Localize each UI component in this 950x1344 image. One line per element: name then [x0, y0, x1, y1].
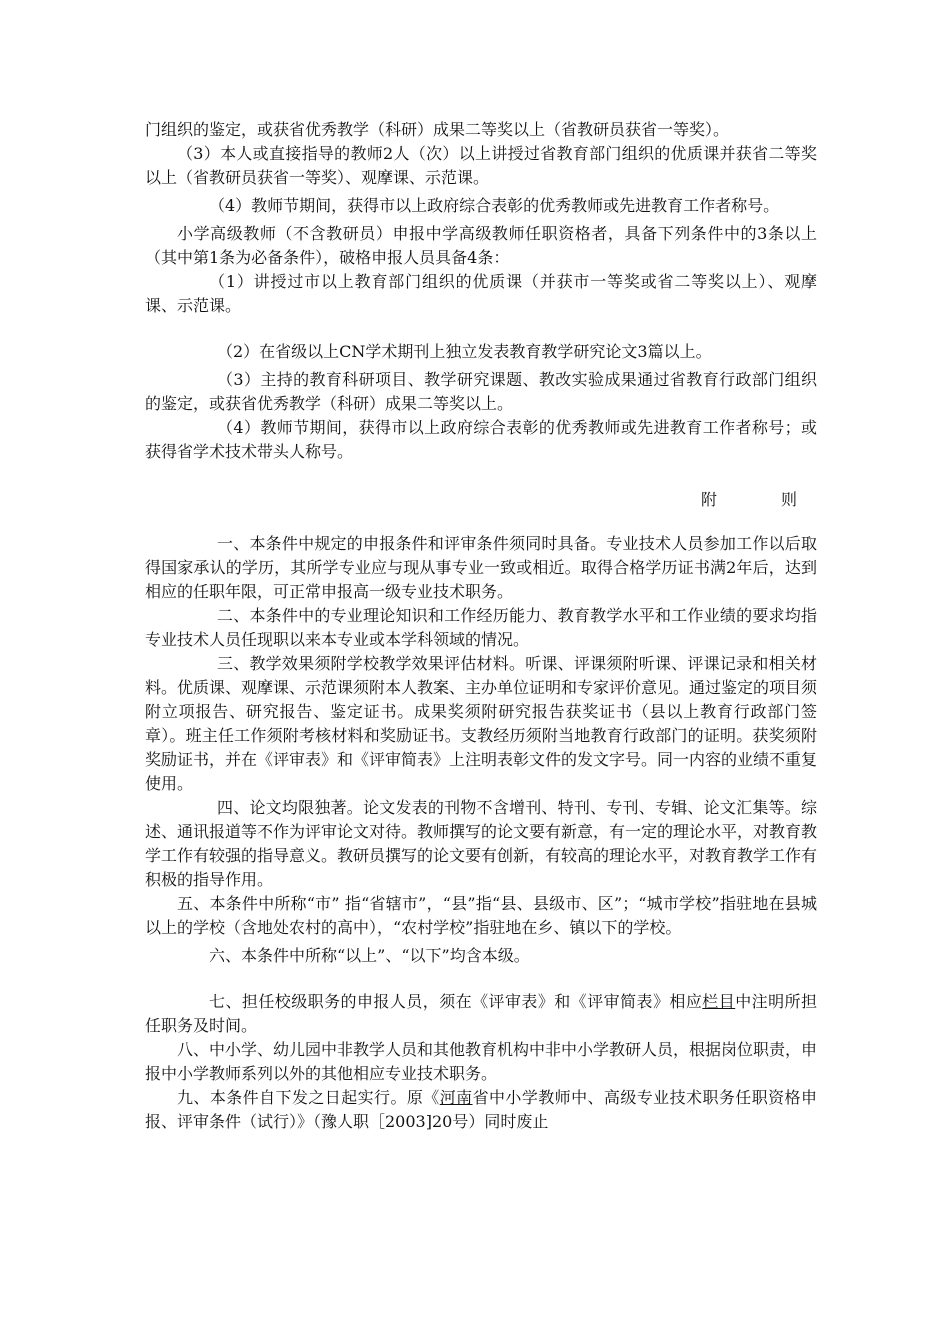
article-7-underlined-term: 栏目: [702, 992, 736, 1011]
article-9-text-before: 九、本条件自下发之日起实行。原《: [177, 1088, 440, 1107]
paragraph-condition-3: （3）本人或直接指导的教师2人（次）以上讲授过省教育部门组织的优质课并获省二等奖以上（省教研员获省一等奖）、观摩课、示范课。: [145, 144, 817, 187]
paragraph-primary-condition-4: （4）教师节期间，获得市以上政府综合表彰的优秀教师或先进教育工作者称号；或获得省学术技术带头人称号。: [145, 418, 817, 461]
article-3: 三、教学效果须附学校教学效果评估材料。听课、评课须附听课、评课记录和相关材料。优质课、观摩课、示范课须附本人教案、主办单位证明和专家评价意见。通过鉴定的项目须附立项报告、研究报告、鉴定证书。成果奖须附研究报告获奖证书（县以上教育行政部门签章）。班主任工作须附考核材料和奖励证书。支教经历须附当地教育行政部门的证明。获奖须附奖励证书，并在《评审表》和《评审简表》上注明表彰文件的发文字号。同一内容的业绩不重复使用。: [145, 654, 818, 793]
heading-char-2: 则: [780, 490, 797, 509]
paragraph-condition-4: （4）教师节期间，获得市以上政府综合表彰的优秀教师或先进教育工作者称号。: [209, 196, 780, 215]
article-6: 六、本条件中所称“以上”、“以下”均含本级。: [209, 946, 530, 965]
article-7: [145, 990, 817, 1038]
section-heading-supplementary-rules: [145, 488, 797, 512]
article-5: 五、本条件中所称“市” 指“省辖市”，“县”指“县、县级市、区”；“城市学校”指驻地在县城以上的学校（含地处农村的高中），“农村学校”指驻地在乡、镇以下的学校。: [145, 894, 817, 937]
article-9-underlined-term: 河南: [439, 1088, 473, 1107]
paragraph-primary-condition-2: （2）在省级以上CN学术期刊上独立发表教育教学研究论文3篇以上。: [217, 342, 712, 361]
article-2: 二、本条件中的专业理论知识和工作经历能力、教育教学水平和工作业绩的要求均指专业技术人员任现职以来本专业或本学科领域的情况。: [145, 606, 817, 649]
article-4: 四、论文均限独著。论文发表的刊物不含增刊、特刊、专刊、专辑、论文汇集等。综述、通讯报道等不作为评审论文对待。教师撰写的论文要有新意，有一定的理论水平，对教育教学工作有较强的指导意义。教研员撰写的论文要有创新，有较高的理论水平，对教育教学工作有积极的指导作用。: [145, 798, 818, 889]
paragraph-continuation: 门组织的鉴定，或获省优秀教学（科研）成果二等奖以上（省教研员获省一等奖）。: [145, 120, 730, 139]
article-8: 八、中小学、幼儿园中非教学人员和其他教育机构中非中小学教研人员，根据岗位职责，申报中小学教师系列以外的其他相应专业技术职务。: [145, 1040, 818, 1083]
article-1: 一、本条件中规定的申报条件和评审条件须同时具备。专业技术人员参加工作以后取得国家承认的学历，其所学专业应与现从事专业一致或相近。取得合格学历证书满2年后，达到相应的任职年限，可正常申报高一级专业技术职务。: [145, 534, 817, 601]
document-body: [145, 118, 817, 1134]
article-7-text-before: 七、担任校级职务的申报人员，须在《评审表》和《评审简表》相应: [209, 992, 703, 1011]
paragraph-primary-condition-3: （3）主持的教育科研项目、教学研究课题、教改实验成果通过省教育行政部门组织的鉴定，或获省优秀教学（科研）成果二等奖以上。: [145, 370, 817, 413]
heading-char-1: 附: [700, 490, 717, 509]
paragraph-primary-teacher-intro: 小学高级教师（不含教研员）申报中学高级教师任职资格者，具备下列条件中的3条以上（其中第1条为必备条件），破格申报人员具备4条：: [145, 224, 817, 267]
article-9-text-after: 省中小学教师中、高级专业技术职务任职资格申报、评审条件（试行）》（豫人职［2003]20号）同时废止: [145, 1088, 817, 1131]
paragraph-primary-condition-1: （1）讲授过市以上教育部门组织的优质课（并获市一等奖或省二等奖以上）、观摩课、示范课。: [145, 272, 817, 315]
article-7-text-after: 中注明所担任职务及时间。: [145, 992, 817, 1035]
article-9: [145, 1086, 817, 1134]
